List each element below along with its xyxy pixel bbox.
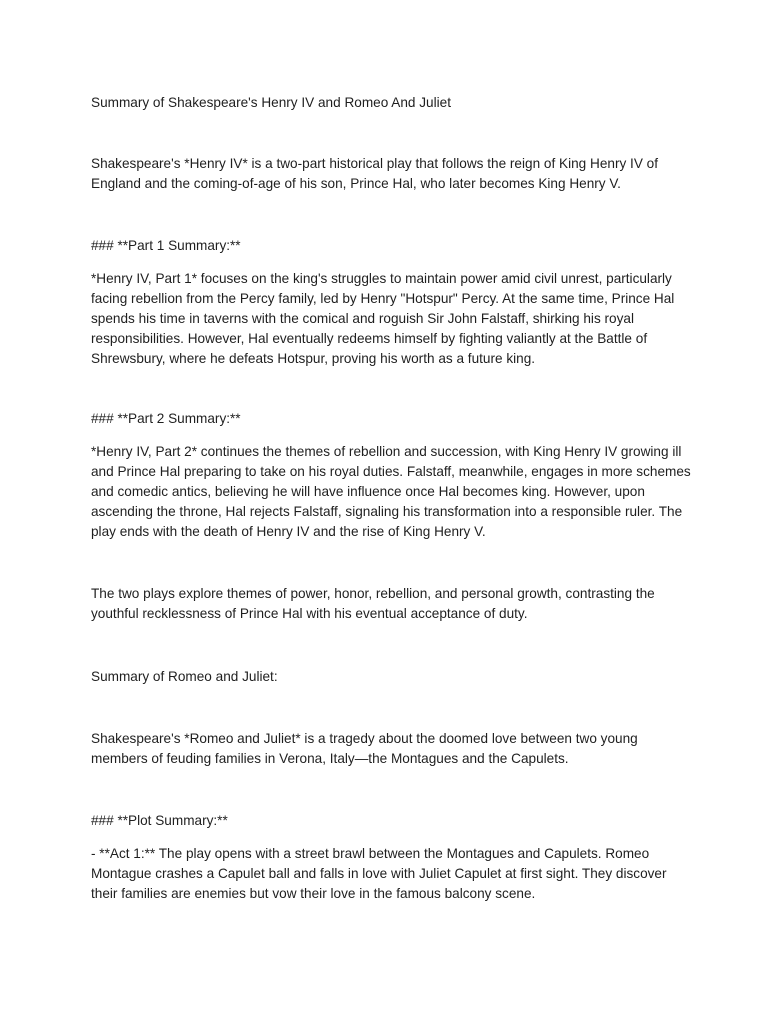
romeo-juliet-title: Summary of Romeo and Juliet: bbox=[91, 669, 278, 684]
romeo-juliet-intro-paragraph: Shakespeare's *Romeo and Juliet* is a tragedy about the doomed love between two young members of feuding families in Verona, Italy—the Montagues and the Capulets. bbox=[91, 731, 638, 766]
themes-paragraph: The two plays explore themes of power, honor, rebellion, and personal growth, contrasting the youthful recklessness of Prince Hal with his eventual acceptance of duty. bbox=[91, 586, 655, 621]
plot-summary-heading: ### **Plot Summary:** bbox=[91, 813, 228, 828]
document-body bbox=[91, 93, 691, 904]
act1-summary-paragraph: - **Act 1:** The play opens with a street brawl between the Montagues and Capulets. Romeo Montague crashes a Capulet ball and falls in love with Juliet Capulet at first sight. They discover their families are enemies but vow their love in the famous balcony scene. bbox=[91, 846, 667, 901]
henry-iv-intro-paragraph: Shakespeare's *Henry IV* is a two-part historical play that follows the reign of King Henry IV of England and the coming-of-age of his son, Prince Hal, who later becomes King Henry V. bbox=[91, 156, 659, 191]
part2-summary-paragraph: *Henry IV, Part 2* continues the themes of rebellion and succession, with King Henry IV growing ill and Prince Hal preparing to take on his royal duties. Falstaff, meanwhile, engages in more schemes and comedic antics, believing he will have influence once Hal becomes king. However, upon ascending the throne, Hal rejects Falstaff, signaling his transformation into a responsible ruler. The play ends with the death of Henry IV and the rise of King Henry V. bbox=[91, 444, 691, 539]
part1-summary-paragraph: *Henry IV, Part 1* focuses on the king's struggles to maintain power amid civil unrest, particularly facing rebellion from the Percy family, led by Henry "Hotspur" Percy. At the same time, Prince Hal spends his time in taverns with the comical and roguish Sir John Falstaff, shirking his royal responsibilities. However, Hal eventually redeems himself by fighting valiantly at the Battle of Shrewsbury, where he defeats Hotspur, proving his worth as a future king. bbox=[91, 271, 675, 366]
part2-heading: ### **Part 2 Summary:** bbox=[91, 411, 241, 426]
part1-heading: ### **Part 1 Summary:** bbox=[91, 238, 241, 253]
document-title: Summary of Shakespeare's Henry IV and Romeo And Juliet bbox=[91, 95, 451, 110]
